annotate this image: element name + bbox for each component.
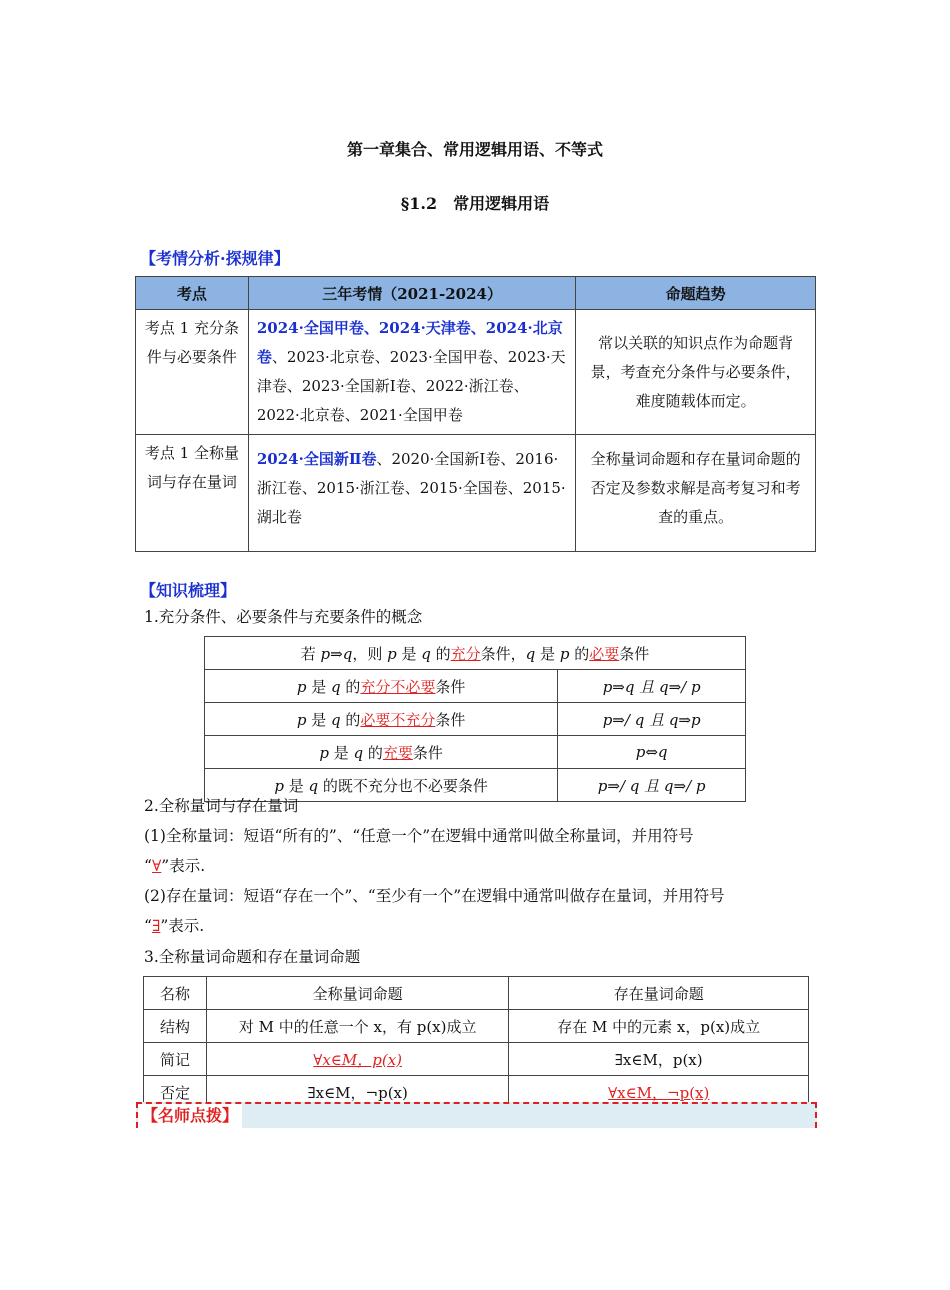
row-label: 简记: [144, 1043, 207, 1076]
knowledge-heading: 【知识梳理】: [140, 581, 237, 600]
section-title: §1.2 常用逻辑用语: [400, 194, 550, 213]
condition-name: p 是 q 的必要不充分条件: [205, 703, 558, 736]
item1-title: 1.充分条件、必要条件与充要条件的概念: [144, 608, 423, 626]
universal-short-form: ∀x∈M，p(x): [206, 1043, 509, 1076]
table-row: [205, 670, 746, 703]
chapter-title: 第一章集合、常用逻辑用语、不等式: [346, 140, 603, 159]
analysis-table: [135, 276, 816, 552]
existential-short-form: ∃x∈M，p(x): [509, 1043, 809, 1076]
table-header-row: [205, 637, 746, 670]
table-row: [136, 435, 816, 552]
table-header-row: [144, 977, 809, 1010]
column-header: 名称: [144, 977, 207, 1010]
existential-quantifier-text: (2)存在量词：短语“存在一个”、“至少有一个”在逻辑中通常叫做存在量词，并用符号: [144, 887, 725, 905]
condition-formula: p⇒/ q 且 q⇒/ p: [558, 769, 746, 802]
table-row: [205, 736, 746, 769]
column-header: 全称量词命题: [206, 977, 509, 1010]
existential-quantifier-symbol-line: “∃”表示.: [144, 917, 205, 935]
table-row: [144, 1010, 809, 1043]
row-label: 否定: [144, 1076, 207, 1109]
column-header: 考点: [136, 277, 249, 310]
table-row: [144, 1043, 809, 1076]
condition-formula: p⇒q 且 q⇒/ p: [558, 670, 746, 703]
column-header: 存在量词命题: [509, 977, 809, 1010]
answer-blank: 必要不充分: [360, 710, 436, 729]
answer-blank: 充要: [382, 743, 413, 762]
condition-formula: p⇒/ q 且 q⇒p: [558, 703, 746, 736]
item2-title: 2.全称量词与存在量词: [144, 797, 299, 815]
trend: 全称量词命题和存在量词命题的否定及参数求解是高考复习和考查的重点。: [576, 435, 816, 552]
condition-name: p 是 q 的既不充分也不必要条件: [205, 769, 558, 802]
answer-blank: 必要: [589, 644, 620, 663]
condition-name: p 是 q 的充分不必要条件: [205, 670, 558, 703]
universal-structure: 对 M 中的任意一个 x，有 p(x)成立: [206, 1010, 509, 1043]
trend: 常以关联的知识点作为命题背景，考查充分条件与必要条件，难度随载体而定。: [576, 310, 816, 435]
column-header: 命题趋势: [576, 277, 816, 310]
condition-formula: p⇔q: [558, 736, 746, 769]
table-row: [136, 310, 816, 435]
tips-heading: 【名师点拨】: [138, 1104, 242, 1128]
quantifier-table: [143, 976, 809, 1109]
answer-blank: 充分不必要: [360, 677, 436, 696]
condition-table: [204, 636, 746, 802]
answer-blank: 充分: [450, 644, 481, 663]
column-header: 三年考情（2021-2024）: [248, 277, 576, 310]
exam-highlight: 2024·全国甲卷、2024·天津卷、2024·北京卷: [256, 319, 563, 366]
row-label: 结构: [144, 1010, 207, 1043]
answer-blank: ∀: [151, 857, 162, 875]
analysis-heading: 【考情分析·探规律】: [140, 249, 290, 268]
existential-negation: ∀x∈M，¬p(x): [509, 1076, 809, 1109]
table-header-row: [136, 277, 816, 310]
exam-highlight: 2024·全国新Ⅱ卷: [256, 450, 377, 468]
exam-point: 考点 1 充分条件与必要条件: [136, 310, 249, 435]
universal-quantifier-text: (1)全称量词：短语“所有的”、“任意一个”在逻辑中通常叫做全称量词，并用符号: [144, 827, 694, 845]
exam-history: [248, 435, 576, 552]
condition-name: p 是 q 的充要条件: [205, 736, 558, 769]
table-row: [205, 703, 746, 736]
universal-quantifier-symbol-line: “∀”表示.: [144, 857, 206, 875]
exam-rest: 、2020·全国新Ⅰ卷、2016·浙江卷、2015·浙江卷、2015·全国卷、2015·湖北卷: [256, 450, 566, 526]
existential-structure: 存在 M 中的元素 x，p(x)成立: [509, 1010, 809, 1043]
condition-definition: 若 p⇒q，则 p 是 q 的充分条件，q 是 p 的必要条件: [205, 637, 746, 670]
item3-title: 3.全称量词命题和存在量词命题: [144, 948, 361, 966]
tips-box: [136, 1102, 817, 1128]
exam-history: [248, 310, 576, 435]
answer-blank: ∃: [151, 917, 161, 935]
universal-negation: ∃x∈M，¬p(x): [206, 1076, 509, 1109]
exam-point: 考点 1 全称量词与存在量词: [136, 435, 249, 552]
exam-rest: 、2023·北京卷、2023·全国甲卷、2023·天津卷、2023·全国新Ⅰ卷、2022·浙江卷、2022·北京卷、2021·全国甲卷: [256, 348, 566, 424]
